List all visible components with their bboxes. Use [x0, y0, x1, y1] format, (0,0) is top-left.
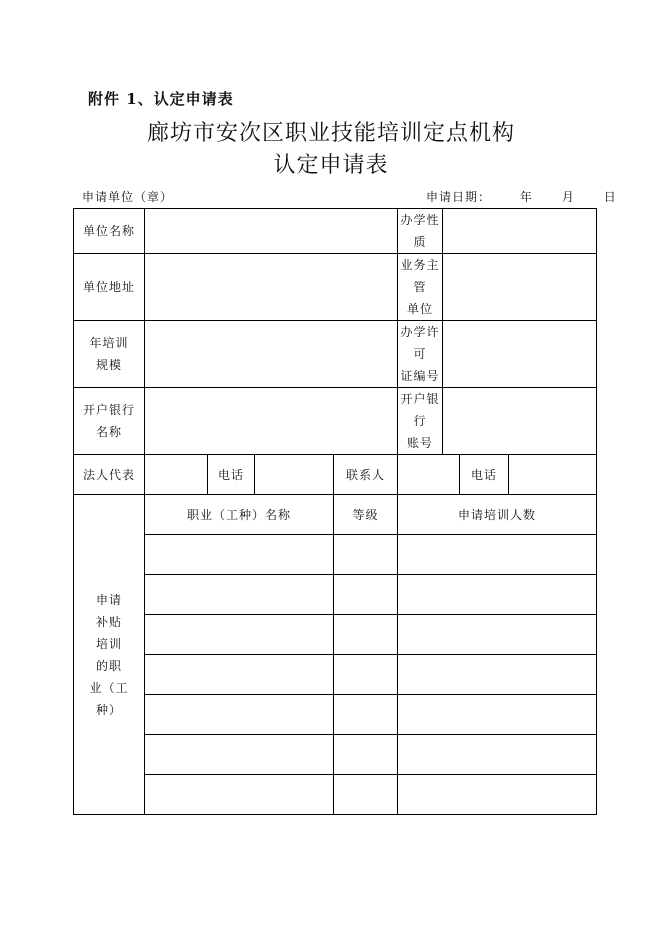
page-title: 廊坊市安次区职业技能培训定点机构: [146, 121, 515, 146]
table-row: [74, 735, 597, 775]
occupation-field[interactable]: [145, 655, 334, 695]
unit-address-label: 单位地址: [74, 254, 145, 321]
level-field[interactable]: [334, 575, 398, 615]
annual-training-label: [74, 321, 145, 388]
section-line: 申请: [95, 592, 122, 607]
license-field[interactable]: [443, 321, 597, 388]
count-field[interactable]: [398, 735, 597, 775]
unit-address-field[interactable]: [145, 254, 398, 321]
attachment-label: 附件 1、认定申请表: [88, 90, 234, 108]
row-annual-training: [74, 321, 597, 388]
occupation-field[interactable]: [145, 695, 334, 735]
section-line: 培训: [95, 636, 122, 651]
license-line2: 证编号: [400, 369, 440, 383]
table-row: [74, 655, 597, 695]
license-line1: 办学许可: [400, 325, 440, 361]
phone2-field[interactable]: [509, 455, 597, 495]
table-row: [74, 615, 597, 655]
year-label: 年: [519, 190, 533, 204]
occupation-section-label: [74, 495, 145, 815]
bank-line2: 名称: [95, 425, 122, 439]
supervisor-line2: 单位: [406, 302, 433, 316]
legal-rep-field[interactable]: [145, 455, 208, 495]
supervisor-field[interactable]: [443, 254, 597, 321]
occupation-field[interactable]: [145, 575, 334, 615]
occupation-field[interactable]: [145, 775, 334, 815]
day-label: 日: [603, 190, 617, 204]
section-line: 的职: [95, 658, 122, 673]
level-column-header: 等级: [334, 495, 398, 535]
occupation-field[interactable]: [145, 535, 334, 575]
legal-rep-label: 法人代表: [74, 455, 145, 495]
count-field[interactable]: [398, 655, 597, 695]
count-column-header: 申请培训人数: [398, 495, 597, 535]
level-field[interactable]: [334, 695, 398, 735]
supervisor-label: [398, 254, 443, 321]
account-line2: 账号: [406, 436, 433, 450]
count-field[interactable]: [398, 775, 597, 815]
section-line: 种）: [95, 702, 122, 717]
account-line1: 开户银行: [400, 392, 440, 428]
count-field[interactable]: [398, 695, 597, 735]
occupation-field[interactable]: [145, 615, 334, 655]
row-unit-name: [74, 209, 597, 254]
bank-name-field[interactable]: [145, 388, 398, 455]
school-nature-label: 办学性质: [398, 209, 443, 254]
contact-field[interactable]: [398, 455, 460, 495]
row-unit-address: [74, 254, 597, 321]
table-row: [74, 695, 597, 735]
bank-line1: 开户银行: [82, 403, 135, 417]
bank-name-label: [74, 388, 145, 455]
account-field[interactable]: [443, 388, 597, 455]
phone1-field[interactable]: [255, 455, 334, 495]
page-subtitle: 认定申请表: [273, 153, 389, 178]
applicant-unit-label: 申请单位（章）: [82, 190, 174, 204]
row-occupation-header: [74, 495, 597, 535]
level-field[interactable]: [334, 735, 398, 775]
occupation-column-header: 职业（工种）名称: [145, 495, 334, 535]
supervisor-line1: 业务主管: [400, 258, 440, 294]
row-legal-contact: [74, 455, 597, 495]
table-row: [74, 775, 597, 815]
phone2-label: 电话: [460, 455, 509, 495]
level-field[interactable]: [334, 535, 398, 575]
apply-date: [426, 188, 617, 205]
school-nature-field[interactable]: [443, 209, 597, 254]
count-field[interactable]: [398, 615, 597, 655]
occupation-field[interactable]: [145, 735, 334, 775]
contact-label: 联系人: [334, 455, 398, 495]
level-field[interactable]: [334, 655, 398, 695]
annual-training-line1: 年培训: [89, 336, 129, 350]
table-row: [74, 575, 597, 615]
annual-training-field[interactable]: [145, 321, 398, 388]
count-field[interactable]: [398, 535, 597, 575]
unit-name-label: 单位名称: [74, 209, 145, 254]
table-row: [74, 535, 597, 575]
account-label: [398, 388, 443, 455]
section-line: 业（工: [89, 680, 129, 695]
license-label: [398, 321, 443, 388]
level-field[interactable]: [334, 615, 398, 655]
level-field[interactable]: [334, 775, 398, 815]
unit-name-field[interactable]: [145, 209, 398, 254]
apply-date-label: 申请日期：: [426, 190, 492, 204]
section-line: 补贴: [95, 614, 122, 629]
phone1-label: 电话: [208, 455, 255, 495]
count-field[interactable]: [398, 575, 597, 615]
row-bank: [74, 388, 597, 455]
month-label: 月: [561, 190, 575, 204]
annual-training-line2: 规模: [95, 358, 122, 372]
application-form: [73, 208, 597, 815]
